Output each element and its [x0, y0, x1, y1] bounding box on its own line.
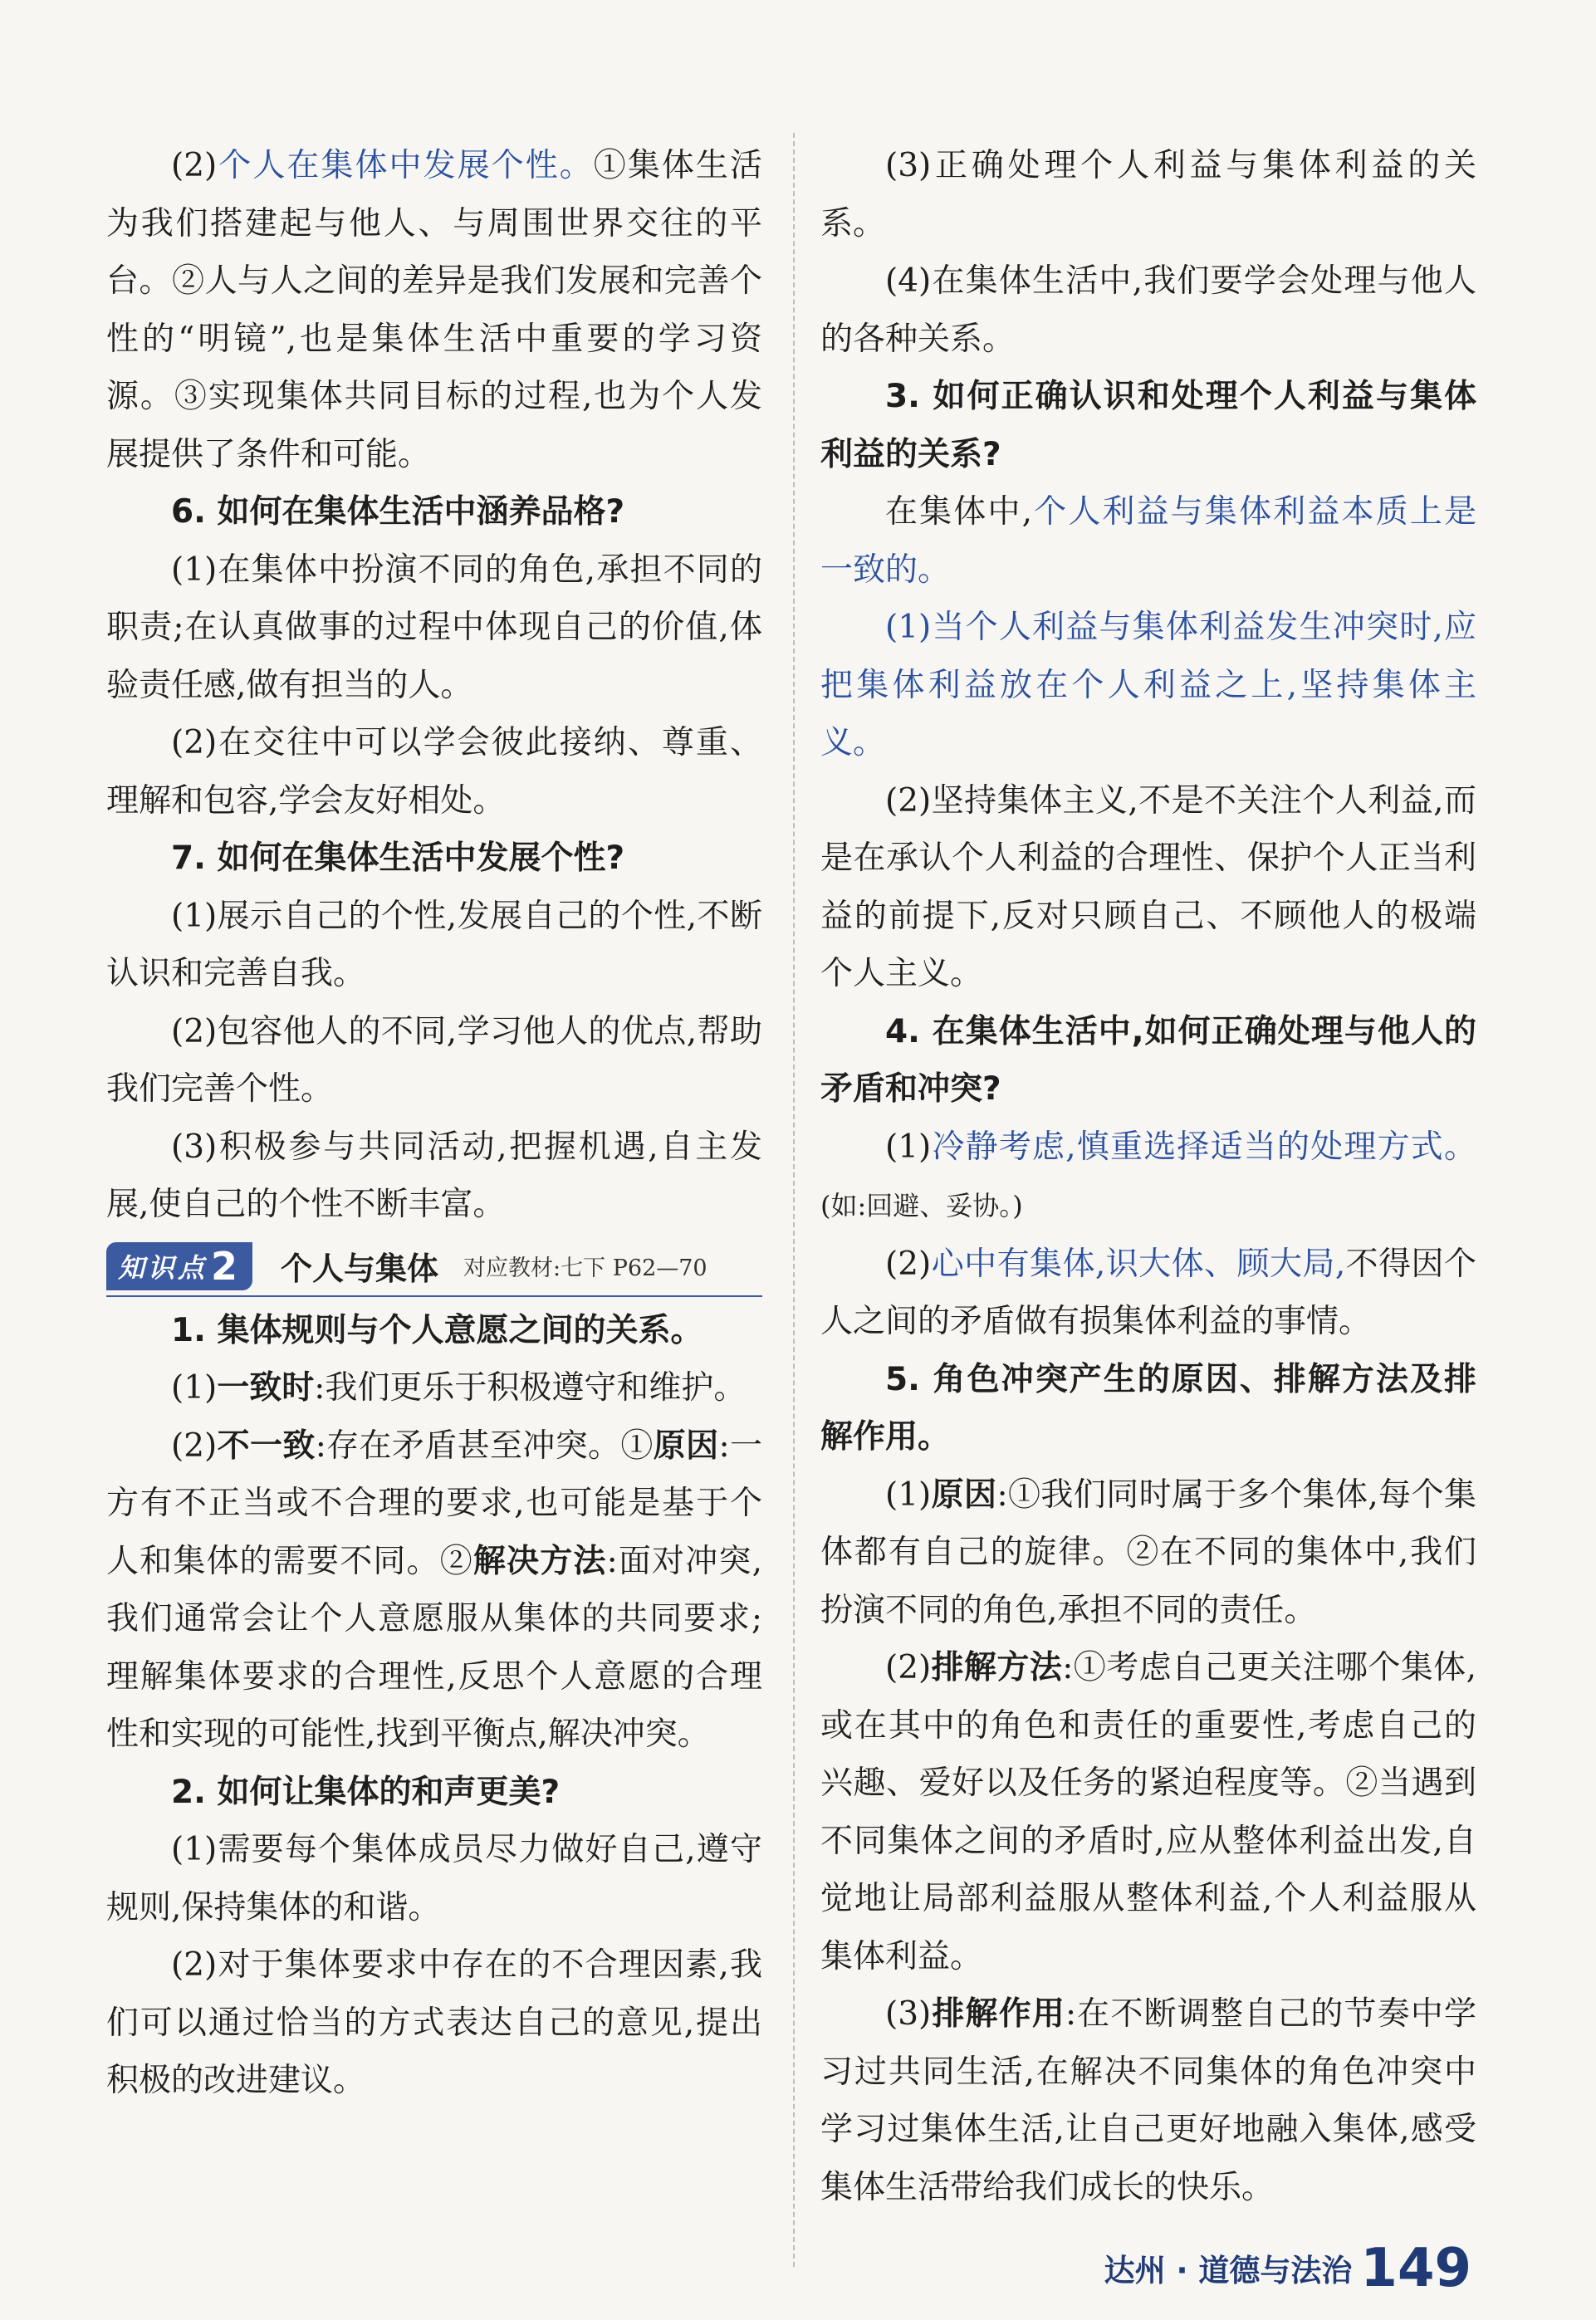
paragraph: (3)正确处理个人利益与集体利益的关系。 [820, 147, 1476, 242]
paragraph: (1)需要每个集体成员尽力做好自己,遵守规则,保持集体的和谐。 [106, 1831, 762, 1926]
paragraph-highlight: (1)当个人利益与集体利益发生冲突时,应把集体利益放在个人利益之上,坚持集体主义。 [820, 609, 1476, 761]
paragraph: (2)在交往中可以学会彼此接纳、尊重、理解和包容,学会友好相处。 [106, 724, 762, 820]
paragraph: (2)排解方法:①考虑自己更关注哪个集体,或在其中的角色和责任的重要性,考虑自己的兴趣、爱好以及任务的紧迫程度等。②当遇到不同集体之间的矛盾时,应从整体利益出发,自觉地让局部利益服从整体利益,个人利益服从集体利益。 [820, 1649, 1476, 1975]
paragraph: (3)积极参与共同活动,把握机遇,自主发展,使自己的个性不断丰富。 [106, 1128, 762, 1223]
knowledge-point-banner [106, 1237, 762, 1297]
knowledge-point-badge: 知识点 2 [106, 1242, 252, 1290]
paragraph: (1)原因:①我们同时属于多个集体,每个集体都有自己的旋律。②在不同的集体中,我们扮演不同的角色,承担不同的责任。 [820, 1476, 1476, 1629]
paragraph: (1)展示自己的个性,发展自己的个性,不断认识和完善自我。 [106, 897, 762, 992]
paragraph: (2)包容他人的不同,学习他人的优点,帮助我们完善个性。 [106, 1012, 762, 1108]
paragraph: (4)在集体生活中,我们要学会处理与他人的各种关系。 [820, 262, 1476, 358]
paragraph: (2)对于集体要求中存在的不合理因素,我们可以通过恰当的方式表达自己的意见,提出积极的改进建议。 [106, 1946, 762, 2099]
paragraph: (2)个人在集体中发展个性。①集体生活为我们搭建起与他人、与周围世界交往的平台。②人与人之间的差异是我们发展和完善个性的“明镜”,也是集体生活中重要的学习资源。③实现集体共同目标的过程,也为个人发展提供了条件和可能。 [106, 147, 762, 473]
question-heading: 7. 如何在集体生活中发展个性? [171, 839, 625, 877]
question-heading: 2. 如何让集体的和声更美? [171, 1773, 561, 1811]
right-column [820, 137, 1476, 2216]
question-heading: 1. 集体规则与个人意愿之间的关系。 [171, 1311, 703, 1349]
textbook-reference: 对应教材:七下 P62—70 [463, 1255, 707, 1281]
question-heading: 5. 角色冲突产生的原因、排解方法及排解作用。 [820, 1360, 1476, 1456]
paragraph: (2)不一致:存在矛盾甚至冲突。①原因:一方有不正当或不合理的要求,也可能是基于个人和集体的需要不同。②解决方法:面对冲突,我们通常会让个人意愿服从集体的共同要求;理解集体要求的合理性,反思个人意愿的合理性和实现的可能性,找到平衡点,解决冲突。 [106, 1427, 762, 1753]
paragraph: (1)冷静考虑,慎重选择适当的处理方式。(如:回避、妥协。) [820, 1128, 1476, 1221]
paragraph: (1)在集体中扮演不同的角色,承担不同的职责;在认真做事的过程中体现自己的价值,体验责任感,做有担当的人。 [106, 551, 762, 704]
paragraph: (2)坚持集体主义,不是不关注个人利益,而是在承认个人利益的合理性、保护个人正当利益的前提下,反对只顾自己、不顾他人的极端个人主义。 [820, 781, 1476, 992]
left-column [106, 137, 762, 2110]
paragraph: 在集体中,个人利益与集体利益本质上是一致的。 [820, 493, 1476, 589]
column-divider [793, 133, 795, 2267]
question-heading: 3. 如何正确认识和处理个人利益与集体利益的关系? [820, 378, 1476, 473]
paragraph: (2)心中有集体,识大体、顾大局,不得因个人之间的矛盾做有损集体利益的事情。 [820, 1245, 1476, 1340]
page-footer [1104, 2238, 1471, 2299]
question-heading: 4. 在集体生活中,如何正确处理与他人的矛盾和冲突? [820, 1012, 1476, 1108]
section-title: 个人与集体 [281, 1251, 439, 1287]
paragraph: (3)排解作用:在不断调整自己的节奏中学习过共同生活,在解决不同集体的角色冲突中学习过集体生活,让自己更好地融入集体,感受集体生活带给我们成长的快乐。 [820, 1995, 1476, 2206]
paragraph: (1)一致时:我们更乐于积极遵守和维护。 [171, 1369, 747, 1407]
page-number: 149 [1360, 2238, 1471, 2299]
footer-title: 达州 · 道德与法治 [1104, 2253, 1353, 2288]
question-heading: 6. 如何在集体生活中涵养品格? [171, 493, 625, 531]
